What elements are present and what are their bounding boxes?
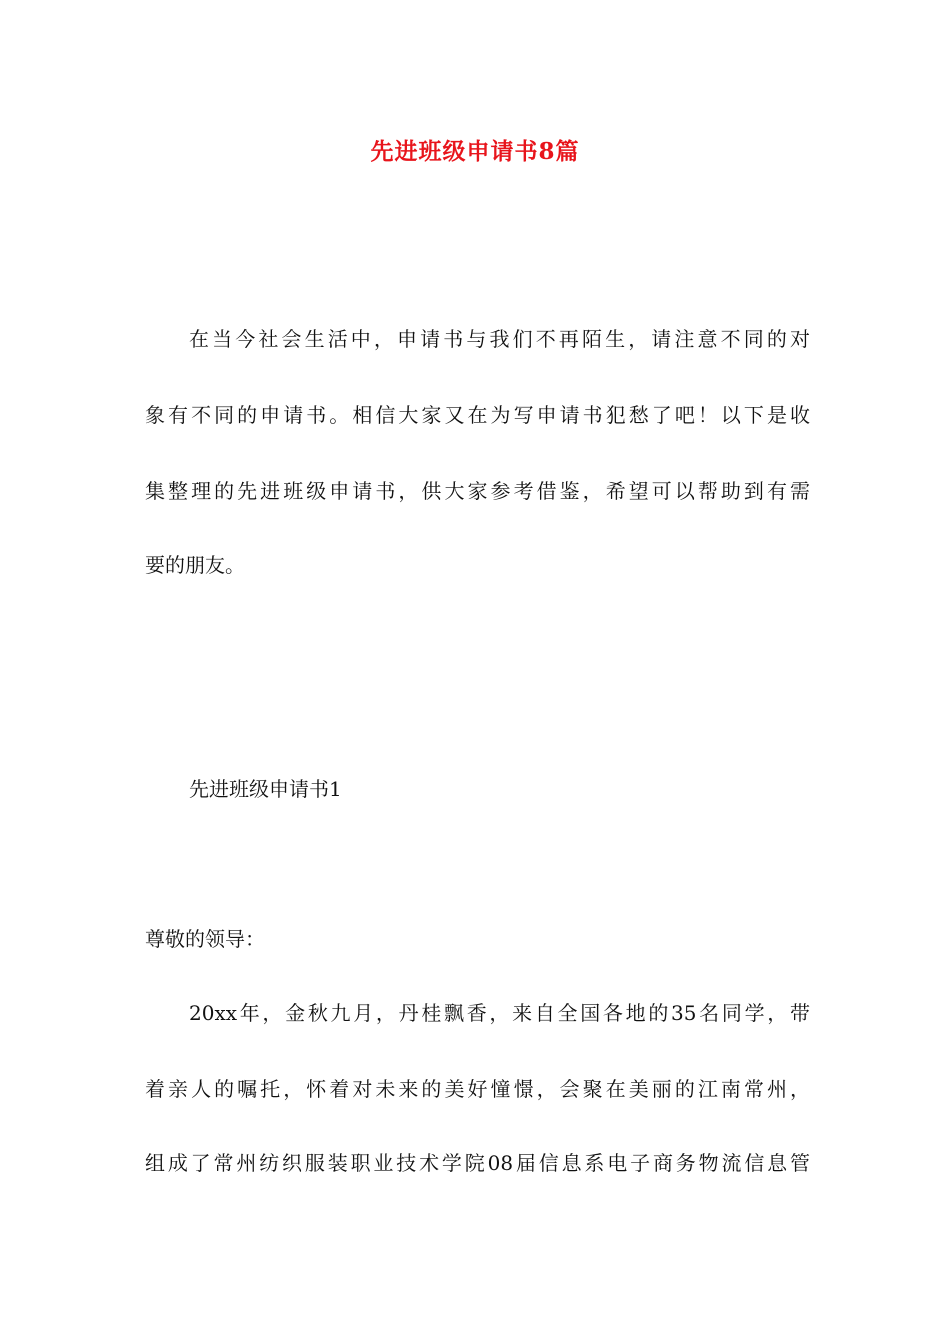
intro-line-3: 集整理的先进班级申请书，供大家参考借鉴，希望可以帮助到有需: [145, 479, 810, 503]
body-line-1: 20xx年，金秋九月，丹桂飘香，来自全国各地的35名同学，带: [189, 1001, 810, 1025]
section-heading: 先进班级申请书1: [189, 777, 342, 801]
intro-line-1: 在当今社会生活中，申请书与我们不再陌生，请注意不同的对: [189, 327, 810, 351]
document-title: 先进班级申请书8篇: [370, 138, 580, 165]
salutation: 尊敬的领导：: [145, 927, 265, 951]
intro-line-2: 象有不同的申请书。相信大家又在为写申请书犯愁了吧！以下是收: [145, 403, 810, 427]
intro-line-4: 要的朋友。: [145, 553, 245, 577]
body-line-3: 组成了常州纺织服装职业技术学院08届信息系电子商务物流信息管: [145, 1151, 810, 1175]
body-line-2: 着亲人的嘱托，怀着对未来的美好憧憬，会聚在美丽的江南常州，: [145, 1077, 810, 1101]
